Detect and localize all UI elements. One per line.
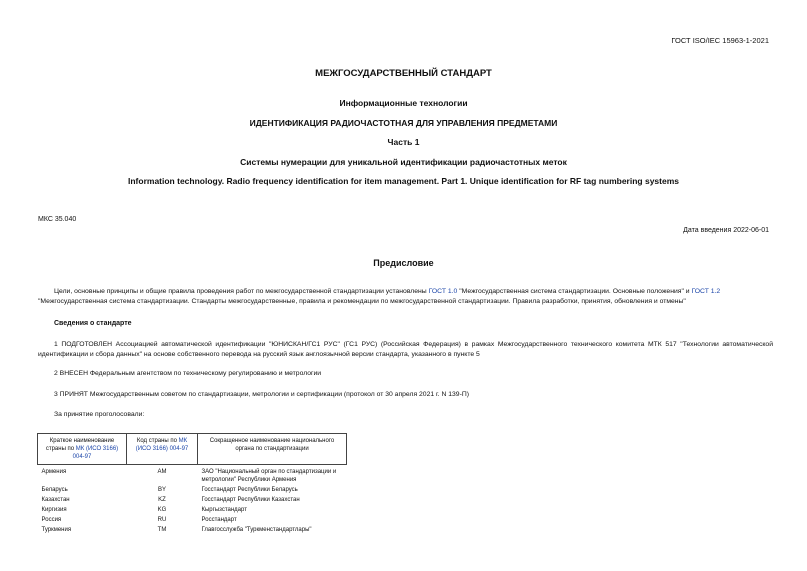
body-cell: Росстандарт bbox=[201, 517, 237, 523]
country-cell: Туркмения bbox=[41, 527, 72, 533]
body-cell: Главгосслужба "Туркменстандартлары" bbox=[201, 527, 312, 533]
table-row bbox=[38, 525, 347, 535]
vote-table-header bbox=[38, 434, 347, 465]
country-cell: Армения bbox=[41, 469, 67, 475]
country-cell: Киргизия bbox=[41, 507, 67, 513]
header-text: Код страны по bbox=[136, 438, 179, 444]
item-3-adopted: 3 ПРИНЯТ Межгосударственным советом по стандартизации, метрологии и сертификации (протокол от 30 апреля 2021 г. N 139-П) bbox=[54, 391, 469, 398]
rfid-title: ИДЕНТИФИКАЦИЯ РАДИОЧАСТОТНАЯ ДЛЯ УПРАВЛЕНИЯ ПРЕДМЕТАМИ bbox=[249, 118, 558, 128]
gost-1-2-link[interactable]: ГОСТ 1.2 bbox=[691, 288, 721, 295]
body-cell: ЗАО "Национальный орган по стандартизации и метрологии" Республики Армения bbox=[201, 469, 337, 483]
foreword-heading: Предисловие bbox=[373, 258, 434, 268]
body-cell: Кыргызстандарт bbox=[201, 507, 247, 513]
col-country-header bbox=[38, 434, 127, 465]
paragraph-text: "Межгосударственная система стандартизации. Основные положения" и bbox=[457, 288, 692, 295]
table-row bbox=[38, 465, 347, 486]
item-1-prepared: 1 ПОДГОТОВЛЕН Ассоциацией автоматической идентификации "ЮНИСКАН/ГС1 РУС" (ГС1 РУС) (Российская Федерация) в рамках Межгосударственного технического комитета МТК 517 "Технологии автоматической идентификации и сбора данных" на основе собственного перевода на русский язык англоязычной версии стандарта, указанного в пункте 5 bbox=[38, 341, 773, 358]
code-cell: AM bbox=[157, 469, 167, 475]
it-title: Информационные технологии bbox=[339, 98, 468, 108]
table-row bbox=[38, 515, 347, 525]
table-row bbox=[38, 505, 347, 515]
mk-iso-link[interactable]: МК (ИСО 3166) 004-97 bbox=[72, 446, 119, 460]
code-cell: TM bbox=[157, 527, 167, 533]
country-cell: Казахстан bbox=[41, 497, 70, 503]
gost-1-0-link[interactable]: ГОСТ 1.0 bbox=[428, 288, 458, 295]
document-code: ГОСТ ISO/IEC 15963-1-2021 bbox=[671, 36, 769, 45]
interstate-standard-title: МЕЖГОСУДАРСТВЕННЫЙ СТАНДАРТ bbox=[315, 68, 492, 79]
intro-date: Дата введения 2022-06-01 bbox=[683, 227, 769, 234]
foreword-paragraph bbox=[38, 287, 773, 306]
voted-label: За принятие проголосовали: bbox=[54, 411, 145, 418]
country-cell: Беларусь bbox=[41, 487, 68, 493]
paragraph-text: "Межгосударственная система стандартизации. Стандарты межгосударственные, правила и рекомендации по межгосударственной стандартизации. Правила разработки, принятия, обновления и отмены" bbox=[38, 297, 686, 305]
header-text: Краткое наименование страны по bbox=[45, 438, 115, 452]
part-title: Часть 1 bbox=[387, 137, 420, 147]
mk-iso-link[interactable]: МК (ИСО 3166) 004-97 bbox=[135, 438, 189, 452]
code-cell: RU bbox=[157, 517, 167, 523]
code-cell: KZ bbox=[158, 497, 166, 503]
body-cell: Госстандарт Республики Беларусь bbox=[201, 487, 298, 493]
col-body-header: Сокращенное наименование национального органа по стандартизации bbox=[198, 434, 347, 465]
code-cell: KG bbox=[157, 507, 167, 513]
standard-info-heading: Сведения о стандарте bbox=[54, 320, 132, 327]
code-cell: BY bbox=[157, 487, 166, 493]
paragraph-text: Цели, основные принципы и общие правила проведения работ по межгосударственной стандартизации установлены bbox=[54, 288, 429, 295]
mks-code: МКС 35.040 bbox=[38, 216, 77, 223]
table-row bbox=[38, 485, 347, 495]
country-cell: Россия bbox=[41, 517, 62, 523]
body-cell: Госстандарт Республики Казахстан bbox=[201, 497, 300, 503]
systems-title: Системы нумерации для уникальной идентификации радиочастотных меток bbox=[240, 157, 567, 167]
col-code-header bbox=[127, 434, 198, 465]
vote-table bbox=[37, 433, 347, 535]
item-2-introduced: 2 ВНЕСЕН Федеральным агентством по техническому регулированию и метрологии bbox=[54, 370, 322, 377]
english-title: Information technology. Radio frequency identification for item management. Part 1. Unique identification for RF tag numbering systems bbox=[128, 176, 679, 186]
table-row bbox=[38, 495, 347, 505]
